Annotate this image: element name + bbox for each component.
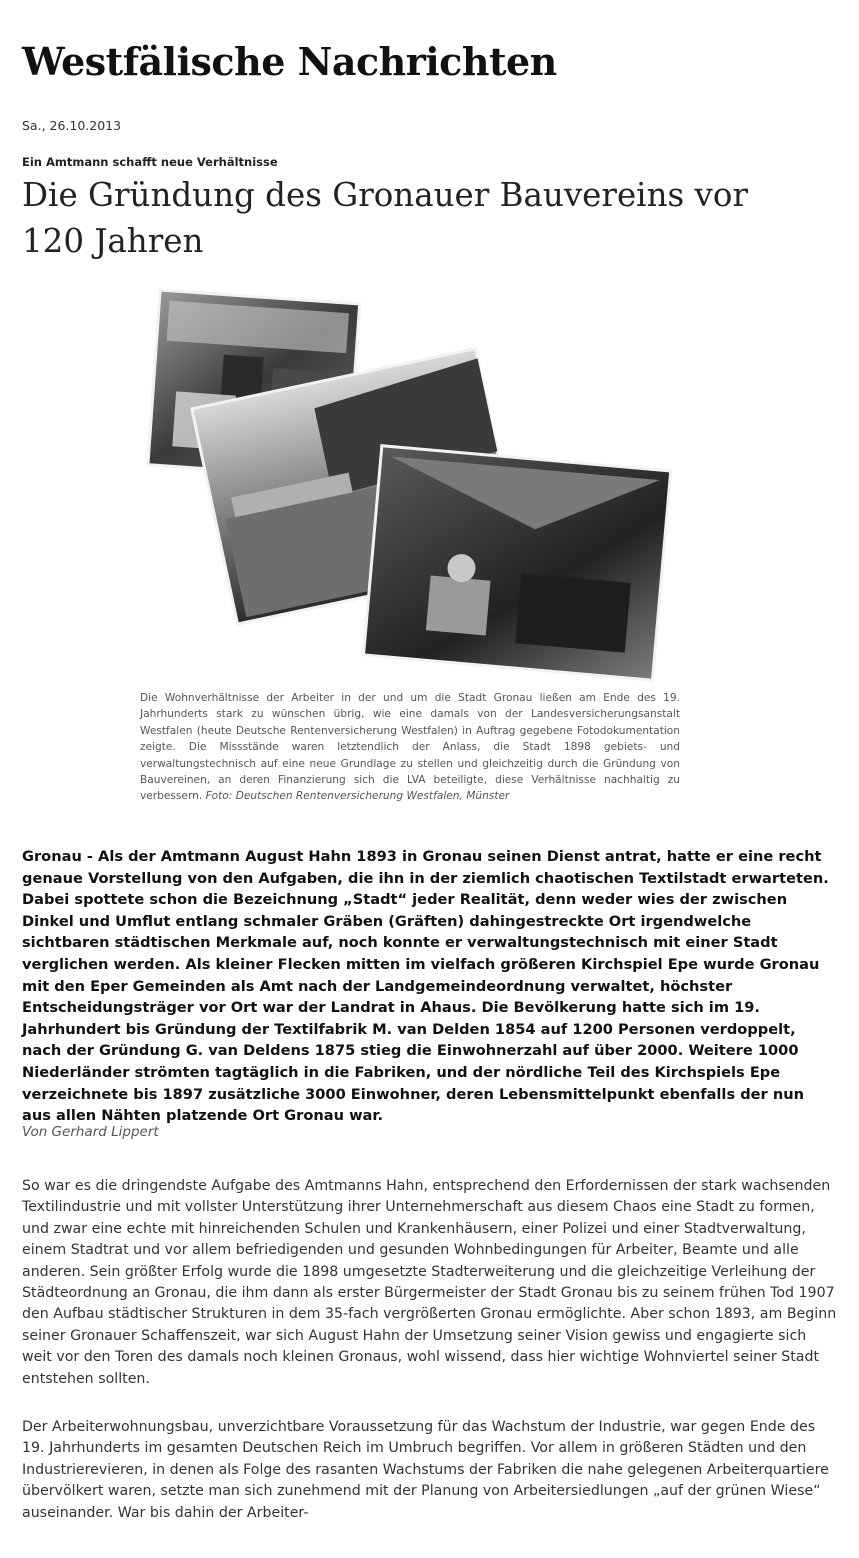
caption-text: Die Wohnverhältnisse der Arbeiter in der und um die Stadt Gronau ließen am Ende des 19. Jahrhunderts stark zu wünschen übrig, wie eine damals von der Landesversicherungsanstalt Westfalen (heute Deutsche Rentenversicherung Westfalen) in Auftrag gegebene Fotodokumentation zeigte. Die Missstände waren letztendlich der Anlass, die Stadt 1898 gebiets- und verwaltungstechnisch auf eine neue Grundlage zu stellen und gleichzeitig durch die Gründung von Bauvereinen, an deren Finanzierung sich die LVA beteiligte, diese Verhältnisse nachhaltig zu verbessern. bbox=[140, 692, 680, 803]
caption-credit: Foto: Deutschen Rentenversicherung Westfalen, Münster bbox=[205, 790, 510, 803]
article-paragraph: So war es die dringendste Aufgabe des Amtmanns Hahn, entsprechend den Erfordernissen der stark wachsenden Textilindustrie und mit vollster Unterstützung ihrer Unternehmerschaft aus diesem Chaos eine Stadt zu formen, und zwar eine echte mit hinreichenden Schulen und Krankenhäusern, einer Polizei und einer Stadtverwaltung, einem Stadtrat und vor allem befriedigenden und gesunden Wohnbedingungen für Arbeiter, Beamte und alle anderen. Sein größter Erfolg wurde die 1898 umgesetzte Stadterweiterung und die gleichzeitige Verleihung der Städteordnung an Gronau, die ihm dann als erster Bürgermeister der Stadt Gronau bis zu seinem frühen Tod 1907 den Aufbau städtischer Strukturen in dem 35-fach vergrößerten Gronau ermöglichte. Aber schon 1893, am Beginn seiner Gronauer Schaffenszeit, war sich August Hahn der Umsetzung seiner Vision gewiss und engagierte sich weit vor den Toren des damals noch kleinen Gronaus, wohl wissend, dass hier wichtige Wohnviertel seiner Stadt entstehen sollten. bbox=[22, 1178, 837, 1387]
article-headline: Die Gründung des Gronauer Bauvereins vor 120 Jahren bbox=[22, 176, 748, 260]
article-lead: Gronau - Als der Amtmann August Hahn 1893 in Gronau seinen Dienst antrat, hatte er eine recht genaue Vorstellung von den Aufgaben, die ihn in der ziemlich chaotischen Textilstadt erwarteten. Dabei spottete schon die Bezeichnung „Stadt“ jeder Realität, denn weder wies der zwischen Dinkel und Umflut entlang schmaler Gräben (Gräften) dahingestreckte Ort irgendwelche sichtbaren städtischen Merkmale auf, noch konnte er verwaltungstechnisch mit einer Stadt verglichen werden. Als kleiner Flecken mitten im vielfach größeren Kirchspiel Epe wurde Gronau mit den Eper Gemeinden als Amt nach der Landgemeindeordnung verwaltet, höchster Entscheidungsträger vor Ort war der Landrat in Ahaus. Die Bevölkerung hatte sich im 19. Jahrhundert bis Gründung der Textilfabrik M. van Delden 1854 auf 1200 Personen verdoppelt, nach der Gründung G. van Deldens 1875 stieg die Einwohnerzahl auf über 2000. Weitere 1000 Niederländer strömten tagtäglich in die Fabriken, und der nördliche Teil des Kirchspiels Epe verzeichnete bis 1897 zusätzliche 3000 Einwohner, deren Lebensmittelpunkt ebenfalls der nun aus allen Nähten platzende Ort Gronau war. bbox=[22, 848, 829, 1125]
article-kicker: Ein Amtmann schafft neue Verhältnisse bbox=[22, 155, 278, 169]
article-paragraph: Der Arbeiterwohnungsbau, unverzichtbare Voraussetzung für das Wachstum der Industrie, war gegen Ende des 19. Jahrhunderts im gesamten Deutschen Reich im Umbruch begriffen. Vor allem in größeren Städten und den Industrierevieren, in denen als Folge des rasanten Wachstums der Fabriken die nahe gelegenen Arbeiterquartiere übervölkert waren, setzte man sich zunehmend mit der Planung von Arbeitersiedlungen „auf der grünen Wiese“ auseinander. War bis dahin der Arbeiter- bbox=[22, 1419, 829, 1521]
newspaper-masthead: Westfälische Nachrichten bbox=[22, 39, 557, 84]
photo-caption bbox=[140, 690, 680, 805]
photo-attic bbox=[364, 446, 671, 680]
publication-date: Sa., 26.10.2013 bbox=[22, 118, 122, 133]
historic-photo-collage-icon bbox=[132, 286, 672, 686]
article-byline: Von Gerhard Lippert bbox=[22, 1124, 159, 1140]
